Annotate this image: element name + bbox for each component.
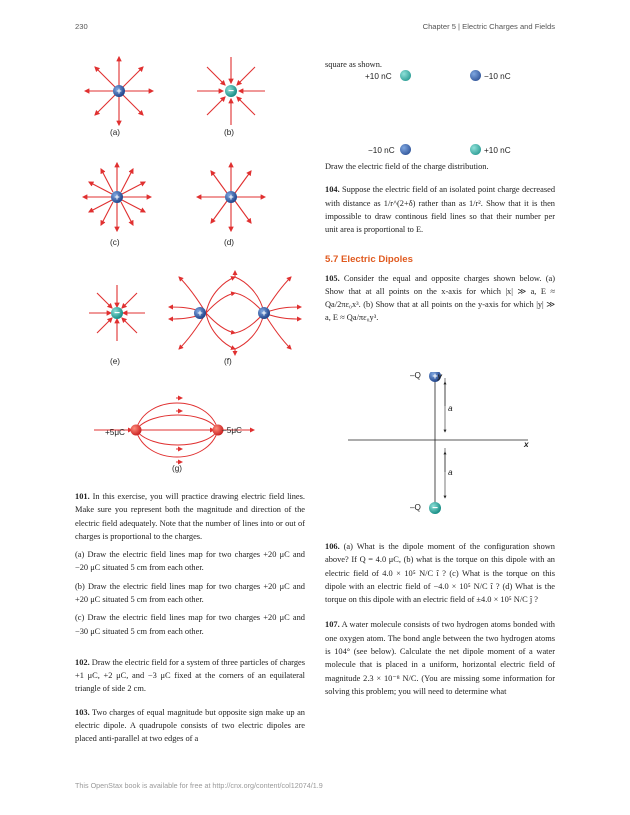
left-column-text bbox=[75, 490, 305, 746]
y-axis-label: y bbox=[437, 372, 442, 381]
label-e: (e) bbox=[110, 357, 121, 366]
label-b: (b) bbox=[224, 128, 235, 137]
svg-text:−: − bbox=[114, 308, 120, 319]
problem-101c: (c) Draw the electric field lines map for two charges +20 μC and −30 μC situated 5 cm from each other. bbox=[75, 613, 305, 636]
svg-text:−: − bbox=[432, 503, 438, 514]
svg-text:−: − bbox=[228, 86, 234, 97]
svg-text:+: + bbox=[432, 372, 438, 381]
top-charge-label: –Q bbox=[410, 371, 421, 380]
problem-104: 104. Suppose the electric field of an isolated point charge decreased with distance as 1/r^(2+δ) rather than as 1/r². Show that it is then impossible to draw continous field lines so that their number per unit area is proportional to E. bbox=[325, 185, 556, 235]
svg-text:+: + bbox=[261, 308, 267, 318]
svg-text:+: + bbox=[114, 192, 120, 202]
svg-text:+: + bbox=[116, 86, 122, 96]
distance-a-bottom: a bbox=[448, 468, 453, 477]
quad-tr-label: −10 nC bbox=[484, 72, 511, 81]
figure-f bbox=[169, 271, 301, 355]
draw-instruction: Draw the electric field of the charge distribution. bbox=[325, 162, 489, 171]
dipole-axes-diagram bbox=[340, 372, 540, 522]
label-g-right: −5μC bbox=[222, 426, 242, 435]
section-heading: 5.7 Electric Dipoles bbox=[325, 254, 413, 266]
x-axis-label: x bbox=[524, 440, 529, 449]
label-g-left: +5μC bbox=[105, 428, 125, 437]
quad-br-label: +10 nC bbox=[484, 146, 511, 155]
problem-101a: (a) Draw the electric field lines map for two charges +20 μC and −20 μC situated 5 cm from each other. bbox=[75, 550, 305, 573]
chapter-header: Chapter 5 | Electric Charges and Fields bbox=[422, 22, 555, 31]
problem-101b: (b) Draw the electric field lines map for two charges +20 μC and +20 μC situated 5 cm from each other. bbox=[75, 581, 305, 604]
page-number: 230 bbox=[75, 22, 88, 31]
label-a: (a) bbox=[110, 128, 121, 137]
distance-a-top: a bbox=[448, 404, 453, 413]
footer-note: This OpenStax book is available for free at http://cnx.org/content/col12074/1.9 bbox=[75, 781, 323, 790]
right-column-top bbox=[325, 160, 555, 325]
field-line-figures bbox=[75, 45, 315, 375]
bottom-charge-label: –Q bbox=[410, 503, 421, 512]
label-g: (g) bbox=[172, 464, 183, 473]
problem-105: 105. Consider the equal and opposite charges shown below. (a) Show that at all points on the x-axis for which |x| ≫ a, E ≈ Qa/2πε₀x³. (b) Show that at all points on the y-axis for which |y| ≫ a, E ≈ Qa/πε₀y³. bbox=[325, 273, 556, 323]
problem-101: 101. In this exercise, you will practice drawing electric field lines. Make sure you represent both the magnitude and direction of the electric field adequately. Note that the number of lines into or out of charges is proportional to the charges. bbox=[75, 492, 305, 541]
quad-br-charge bbox=[470, 144, 481, 155]
label-f: (f) bbox=[224, 357, 232, 366]
problem-106: 106. (a) What is the dipole moment of the configuration shown above? If Q = 4.0 μC, (b) what is the torque on this dipole with an electric field of 4.0 × 10⁵ N/C î ? (c) What is the torque on this dipole with an electric field of −4.0 × 10⁵ N/C î ? (d) What is the torque on this dipole with an electric field of ±4.0 × 10⁵ N/C ĵ ? bbox=[325, 542, 555, 605]
problem-103: 103. Two charges of equal magnitude but opposite sign make up an electric dipole. A quadrupole consists of two electric dipoles are placed anti-parallel at two edges of a bbox=[75, 707, 305, 744]
charge-g-left bbox=[131, 425, 142, 436]
problem-102: 102. Draw the electric field for a system of three particles of charges +1 μC, +2 μC, and −3 μC fixed at the corners of an equilateral triangle of side 2 cm. bbox=[75, 657, 305, 694]
svg-text:+: + bbox=[228, 192, 234, 202]
square-shown-text: square as shown. bbox=[325, 60, 382, 69]
quad-tl-label: +10 nC bbox=[365, 72, 392, 81]
quad-bl-label: −10 nC bbox=[368, 146, 395, 155]
problem-107: 107. A water molecule consists of two hydrogen atoms bonded with one oxygen atom. The bond angle between the two hydrogen atoms is 104° (see below). Calculate the net dipole moment of a water molecule that is placed in a uniform, horizontal electric field of magnitude 2.3 × 10⁻⁸ N/C. (You are missing some information for solving this problem; you will need to determine what bbox=[325, 620, 555, 696]
quad-bl-charge bbox=[400, 144, 411, 155]
quad-tl-charge bbox=[400, 70, 411, 81]
label-d: (d) bbox=[224, 238, 235, 247]
label-c: (c) bbox=[110, 238, 120, 247]
quad-tr-charge bbox=[470, 70, 481, 81]
svg-text:+: + bbox=[197, 308, 203, 318]
right-column-bottom bbox=[325, 540, 555, 698]
